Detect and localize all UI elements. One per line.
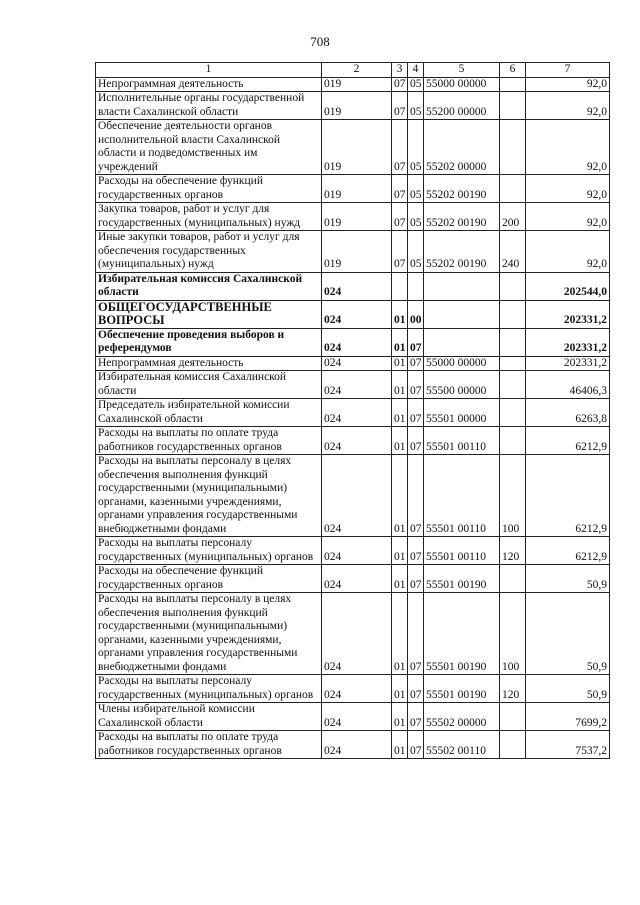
- row-name: Расходы на выплаты по оплате труда работников государственных органов: [96, 427, 322, 455]
- ministry-code: 019: [322, 203, 392, 231]
- table-row: [96, 77, 610, 92]
- ministry-code: 024: [322, 675, 392, 703]
- section-code: 01: [392, 565, 408, 593]
- amount-value: 46406,3: [526, 371, 610, 399]
- ministry-code: 019: [322, 231, 392, 273]
- table-row: [96, 231, 610, 273]
- amount-value: 6212,9: [526, 537, 610, 565]
- expense-type-code: [500, 703, 526, 731]
- table-row: [96, 272, 610, 300]
- table-row: [96, 455, 610, 537]
- amount-value: 6263,8: [526, 399, 610, 427]
- subsection-code: 07: [408, 731, 424, 759]
- target-item-code: 55501 00000: [424, 399, 500, 427]
- section-code: 01: [392, 455, 408, 537]
- subsection-code: 07: [408, 356, 424, 371]
- target-item-code: 55000 00000: [424, 356, 500, 371]
- subsection-code: 07: [408, 537, 424, 565]
- subsection-code: 05: [408, 77, 424, 92]
- table-row: [96, 371, 610, 399]
- row-name: Председатель избирательной комиссии Сахалинской области: [96, 399, 322, 427]
- column-header: 3: [392, 63, 408, 78]
- ministry-code: 024: [322, 328, 392, 356]
- expense-type-code: 200: [500, 203, 526, 231]
- expense-type-code: [500, 427, 526, 455]
- subsection-code: 07: [408, 328, 424, 356]
- section-code: 01: [392, 300, 408, 328]
- ministry-code: 024: [322, 593, 392, 675]
- ministry-code: 024: [322, 703, 392, 731]
- row-name: Расходы на выплаты персоналу государственных (муниципальных) органов: [96, 675, 322, 703]
- row-name: Иные закупки товаров, работ и услуг для обеспечения государственных (муниципальных) нужд: [96, 231, 322, 273]
- amount-value: 202331,2: [526, 356, 610, 371]
- expense-type-code: [500, 175, 526, 203]
- subsection-code: 07: [408, 427, 424, 455]
- target-item-code: 55202 00190: [424, 203, 500, 231]
- section-code: 01: [392, 356, 408, 371]
- column-header: 7: [526, 63, 610, 78]
- amount-value: 92,0: [526, 203, 610, 231]
- target-item-code: 55000 00000: [424, 77, 500, 92]
- ministry-code: 024: [322, 399, 392, 427]
- ministry-code: 024: [322, 300, 392, 328]
- row-name: Расходы на обеспечение функций государственных органов: [96, 565, 322, 593]
- row-name: Члены избирательной комиссии Сахалинской области: [96, 703, 322, 731]
- expense-type-code: 100: [500, 455, 526, 537]
- expense-type-code: [500, 300, 526, 328]
- target-item-code: 55501 00110: [424, 427, 500, 455]
- target-item-code: 55501 00190: [424, 593, 500, 675]
- table-row: [96, 427, 610, 455]
- row-name: Непрограммная деятельность: [96, 77, 322, 92]
- target-item-code: 55202 00000: [424, 120, 500, 175]
- table-row: [96, 537, 610, 565]
- subsection-code: 05: [408, 231, 424, 273]
- amount-value: 202331,2: [526, 300, 610, 328]
- amount-value: 202331,2: [526, 328, 610, 356]
- ministry-code: 024: [322, 565, 392, 593]
- section-code: 01: [392, 703, 408, 731]
- table-row: [96, 399, 610, 427]
- ministry-code: 019: [322, 92, 392, 120]
- page-number: 708: [310, 34, 330, 49]
- target-item-code: 55500 00000: [424, 371, 500, 399]
- section-code: 07: [392, 203, 408, 231]
- section-code: 01: [392, 731, 408, 759]
- expense-type-code: [500, 371, 526, 399]
- subsection-code: 07: [408, 371, 424, 399]
- target-item-code: 55501 00190: [424, 675, 500, 703]
- target-item-code: 55202 00190: [424, 231, 500, 273]
- target-item-code: 55501 00190: [424, 565, 500, 593]
- row-name: ОБЩЕГОСУДАРСТВЕННЫЕ ВОПРОСЫ: [96, 300, 322, 328]
- section-code: 07: [392, 120, 408, 175]
- expense-type-code: [500, 92, 526, 120]
- column-header: 1: [96, 63, 322, 78]
- ministry-code: 024: [322, 731, 392, 759]
- subsection-code: 05: [408, 120, 424, 175]
- ministry-code: 024: [322, 272, 392, 300]
- amount-value: 50,9: [526, 675, 610, 703]
- section-code: 07: [392, 231, 408, 273]
- section-code: 01: [392, 399, 408, 427]
- row-name: Непрограммная деятельность: [96, 356, 322, 371]
- target-item-code: [424, 272, 500, 300]
- expense-type-code: [500, 328, 526, 356]
- target-item-code: 55502 00000: [424, 703, 500, 731]
- row-name: Обеспечение деятельности органов исполнительной власти Сахалинской области и подведомственных им учреждений: [96, 120, 322, 175]
- expense-type-code: 120: [500, 675, 526, 703]
- target-item-code: 55502 00110: [424, 731, 500, 759]
- row-name: Закупка товаров, работ и услуг для государственных (муниципальных) нужд: [96, 203, 322, 231]
- section-code: 07: [392, 77, 408, 92]
- column-header: 2: [322, 63, 392, 78]
- table-row: [96, 120, 610, 175]
- table-body: [96, 77, 610, 759]
- target-item-code: 55200 00000: [424, 92, 500, 120]
- ministry-code: 024: [322, 427, 392, 455]
- amount-value: 7699,2: [526, 703, 610, 731]
- table-row: [96, 703, 610, 731]
- row-name: Расходы на выплаты персоналу в целях обеспечения выполнения функций государственными (муниципальными) органами, казенными учреждениями, органами управления государственными внебюджетными фондами: [96, 455, 322, 537]
- column-header: 5: [424, 63, 500, 78]
- amount-value: 92,0: [526, 92, 610, 120]
- row-name: Исполнительные органы государственной власти Сахалинской области: [96, 92, 322, 120]
- amount-value: 50,9: [526, 565, 610, 593]
- section-code: [392, 272, 408, 300]
- row-name: Избирательная комиссия Сахалинской области: [96, 371, 322, 399]
- table-row: [96, 175, 610, 203]
- table-row: [96, 300, 610, 328]
- expense-type-code: [500, 272, 526, 300]
- amount-value: 92,0: [526, 120, 610, 175]
- expense-type-code: [500, 731, 526, 759]
- row-name: Расходы на выплаты персоналу в целях обеспечения выполнения функций государственными (муниципальными) органами, казенными учреждениями, органами управления государственными внебюджетными фондами: [96, 593, 322, 675]
- section-code: 07: [392, 175, 408, 203]
- column-header: 4: [408, 63, 424, 78]
- subsection-code: 05: [408, 203, 424, 231]
- expense-type-code: 120: [500, 537, 526, 565]
- target-item-code: 55202 00190: [424, 175, 500, 203]
- table-row: [96, 92, 610, 120]
- section-code: 01: [392, 537, 408, 565]
- row-name: Расходы на обеспечение функций государственных органов: [96, 175, 322, 203]
- ministry-code: 024: [322, 371, 392, 399]
- subsection-code: [408, 272, 424, 300]
- section-code: 07: [392, 92, 408, 120]
- table-row: [96, 203, 610, 231]
- row-name: Обеспечение проведения выборов и референдумов: [96, 328, 322, 356]
- expense-type-code: [500, 77, 526, 92]
- ministry-code: 024: [322, 537, 392, 565]
- table-row: [96, 731, 610, 759]
- table-row: [96, 675, 610, 703]
- subsection-code: 07: [408, 593, 424, 675]
- ministry-code: 024: [322, 356, 392, 371]
- table-row: [96, 565, 610, 593]
- section-code: 01: [392, 593, 408, 675]
- amount-value: 92,0: [526, 77, 610, 92]
- amount-value: 6212,9: [526, 427, 610, 455]
- ministry-code: 019: [322, 120, 392, 175]
- amount-value: 92,0: [526, 231, 610, 273]
- table-row: [96, 356, 610, 371]
- expense-type-code: [500, 565, 526, 593]
- expense-type-code: [500, 356, 526, 371]
- column-header-row: [96, 63, 610, 78]
- amount-value: 6212,9: [526, 455, 610, 537]
- ministry-code: 019: [322, 77, 392, 92]
- column-header: 6: [500, 63, 526, 78]
- ministry-code: 019: [322, 175, 392, 203]
- amount-value: 202544,0: [526, 272, 610, 300]
- target-item-code: [424, 300, 500, 328]
- table-row: [96, 593, 610, 675]
- section-code: 01: [392, 371, 408, 399]
- subsection-code: 05: [408, 175, 424, 203]
- expense-type-code: 240: [500, 231, 526, 273]
- row-name: Расходы на выплаты по оплате труда работников государственных органов: [96, 731, 322, 759]
- subsection-code: 07: [408, 565, 424, 593]
- subsection-code: 07: [408, 455, 424, 537]
- amount-value: 92,0: [526, 175, 610, 203]
- section-code: 01: [392, 675, 408, 703]
- amount-value: 7537,2: [526, 731, 610, 759]
- expense-type-code: [500, 399, 526, 427]
- section-code: 01: [392, 328, 408, 356]
- subsection-code: 07: [408, 675, 424, 703]
- subsection-code: 05: [408, 92, 424, 120]
- row-name: Расходы на выплаты персоналу государственных (муниципальных) органов: [96, 537, 322, 565]
- subsection-code: 00: [408, 300, 424, 328]
- subsection-code: 07: [408, 703, 424, 731]
- expense-type-code: 100: [500, 593, 526, 675]
- ministry-code: 024: [322, 455, 392, 537]
- budget-table: [95, 62, 610, 759]
- target-item-code: [424, 328, 500, 356]
- target-item-code: 55501 00110: [424, 537, 500, 565]
- subsection-code: 07: [408, 399, 424, 427]
- target-item-code: 55501 00110: [424, 455, 500, 537]
- amount-value: 50,9: [526, 593, 610, 675]
- table-row: [96, 328, 610, 356]
- section-code: 01: [392, 427, 408, 455]
- row-name: Избирательная комиссия Сахалинской области: [96, 272, 322, 300]
- expense-type-code: [500, 120, 526, 175]
